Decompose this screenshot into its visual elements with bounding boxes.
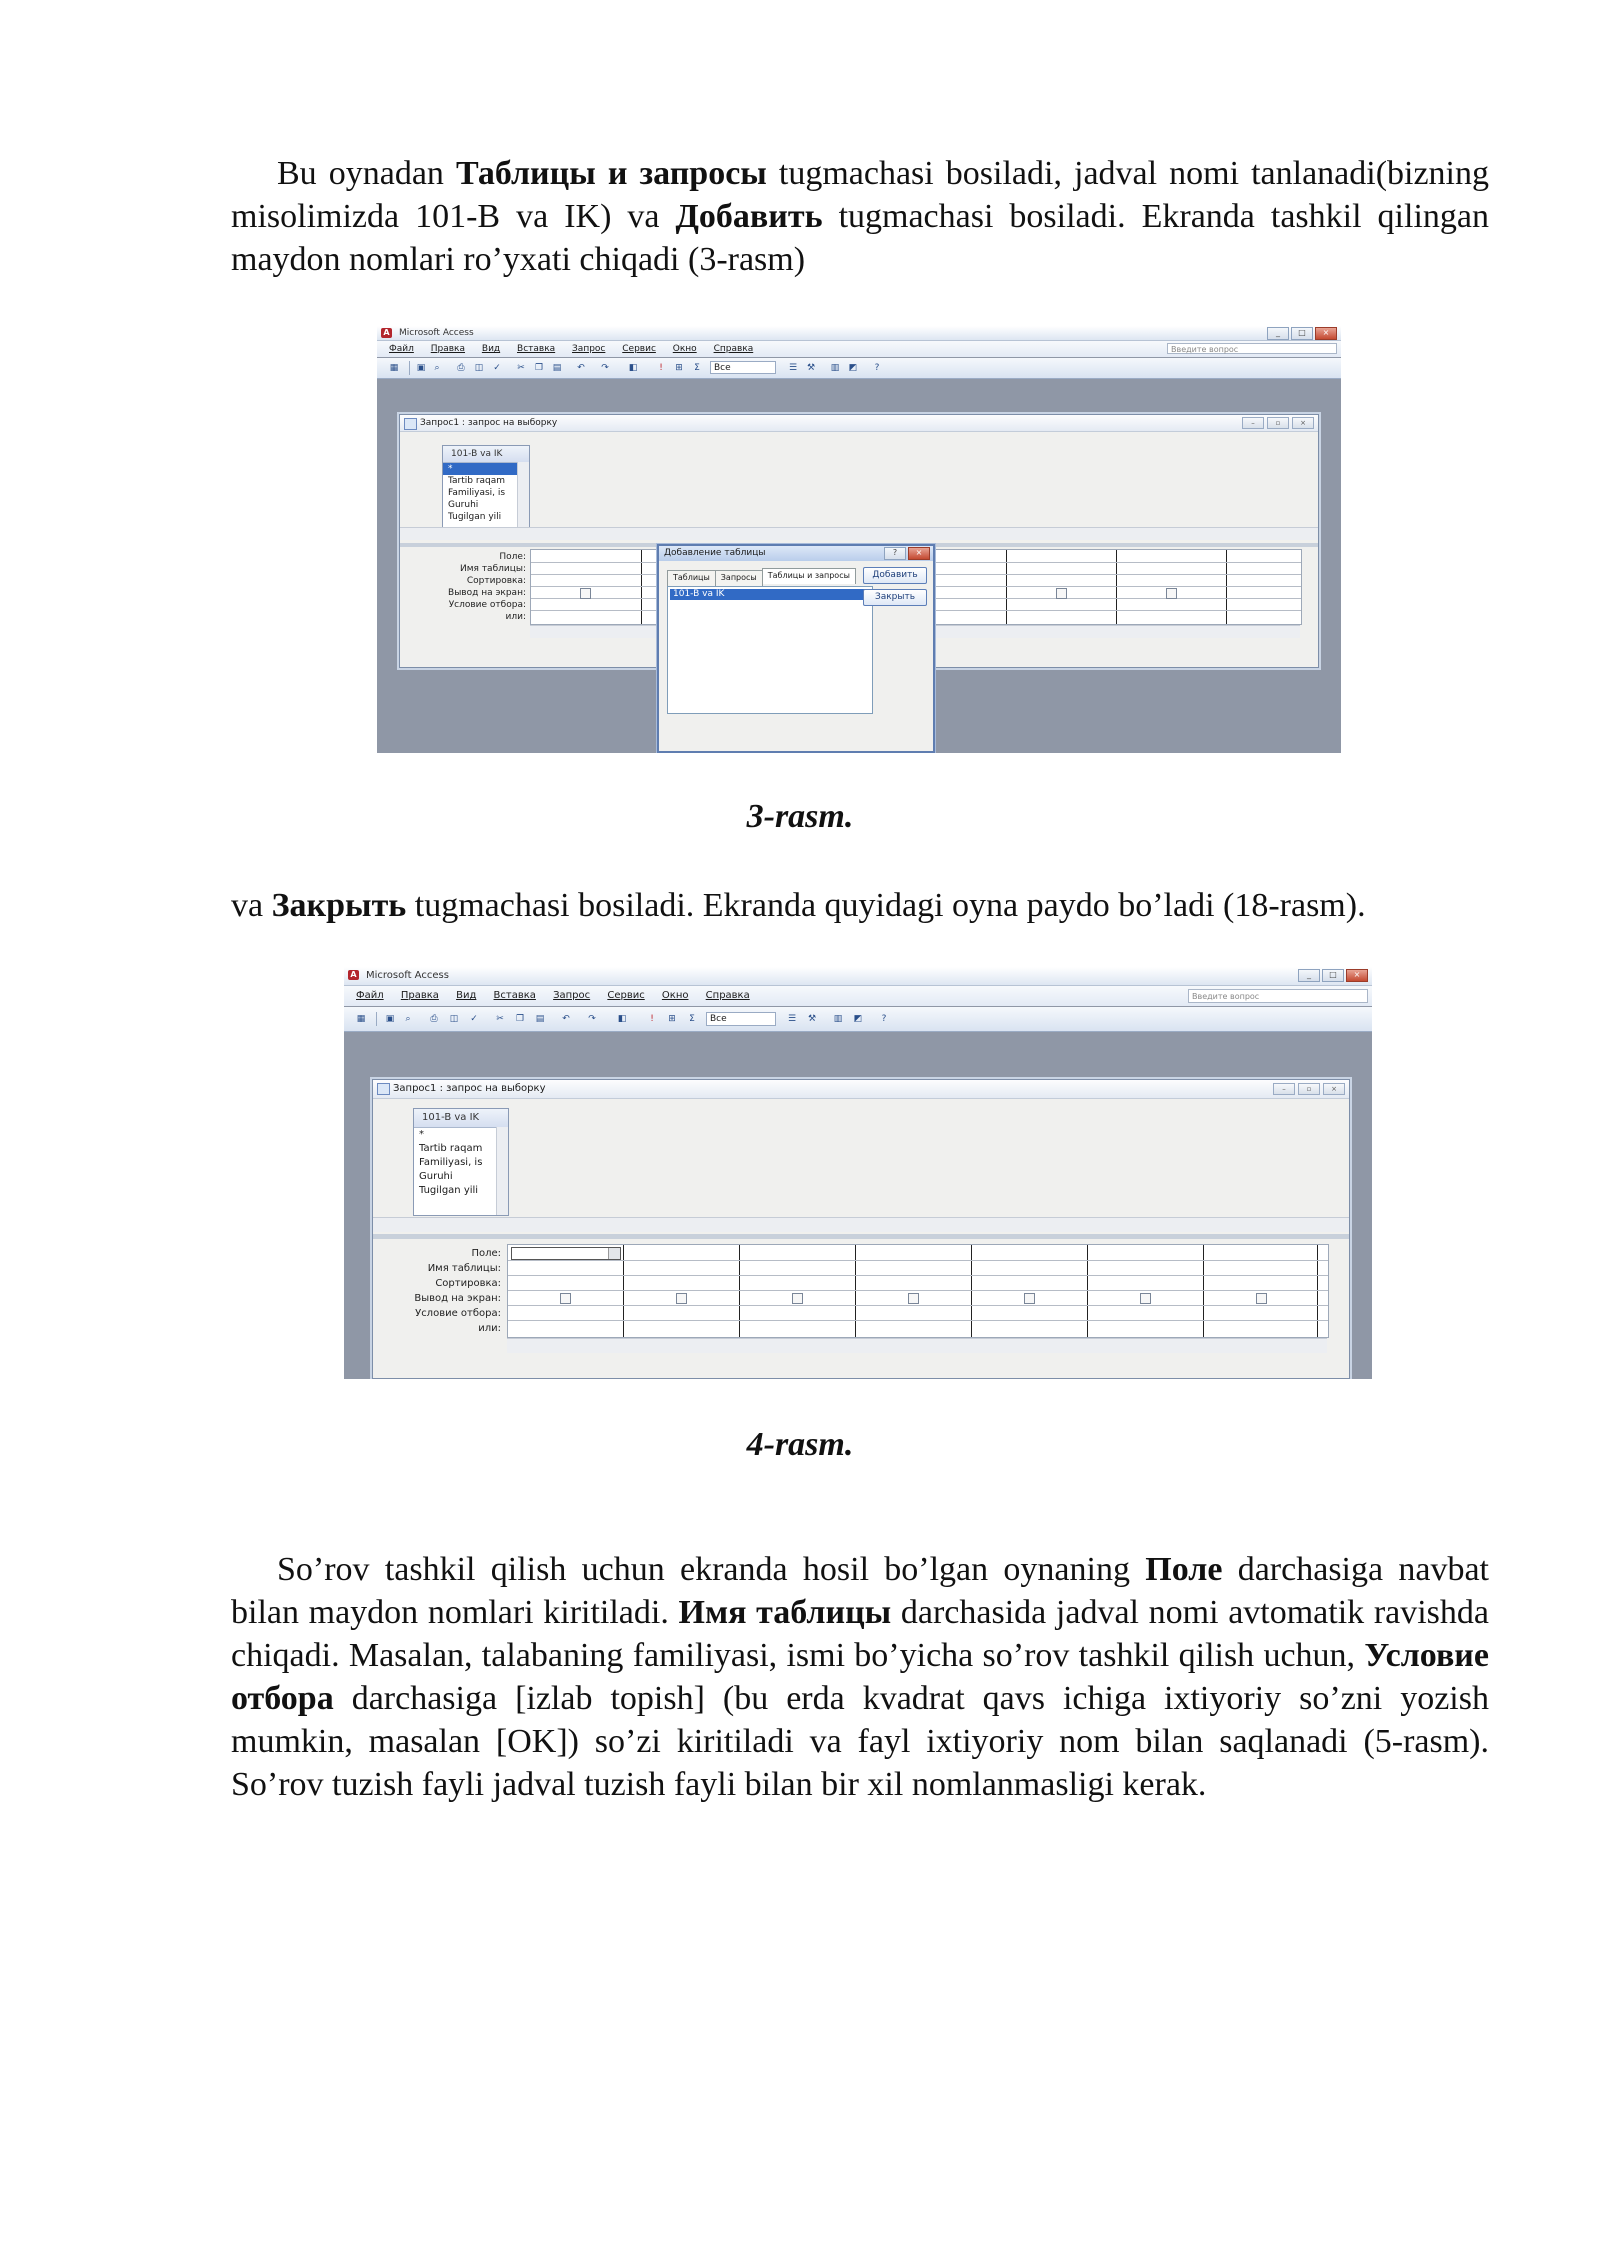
copy-icon[interactable]: ❐ [515,1014,525,1024]
field-item[interactable]: * [419,1129,424,1140]
table-field-list[interactable] [413,1108,509,1216]
access-app-icon: A [381,328,392,338]
field-item[interactable]: Familiyasi, is [419,1157,483,1168]
print-icon[interactable]: ⎙ [457,363,465,373]
show-checkbox[interactable] [1024,1293,1035,1304]
row-label-sort: Сортировка: [466,576,526,586]
sql-view-icon[interactable]: ▦ [389,363,399,373]
spell-check-icon[interactable]: ✓ [493,363,501,373]
show-checkbox[interactable] [580,588,591,599]
restore-icon[interactable]: ▫ [1298,1083,1320,1095]
preview-icon[interactable]: ◫ [474,363,484,373]
menu-view[interactable]: Вид [456,990,477,1001]
top-values-combo[interactable]: Все [706,1012,776,1026]
menu-query[interactable]: Запрос [572,344,606,354]
minimize-icon[interactable]: – [1273,1083,1295,1095]
ask-question-input[interactable]: Введите вопрос [1188,989,1368,1003]
query-title: Запрос1 : запрос на выборку [393,1083,546,1094]
grid-column-divider [855,1245,856,1337]
figure-4-caption: 4-rasm. [746,1426,854,1463]
build-icon[interactable]: ⚒ [806,363,816,373]
show-table-icon[interactable]: ⊞ [675,363,683,373]
redo-icon[interactable]: ↷ [588,1014,596,1024]
upper-pane-scrollbar[interactable] [400,527,1318,540]
field-item[interactable]: Tugilgan yili [419,1185,479,1196]
field-item[interactable]: Tartib raqam [419,1143,483,1154]
spell-check-icon[interactable]: ✓ [470,1014,478,1024]
text-run: tugmachasi bosiladi, jadval nomi tanlanadi(bizning misolimizda 101-B va IK) va [231,155,1490,235]
undo-icon[interactable]: ↶ [562,1014,570,1024]
pane-splitter[interactable] [373,1234,1349,1239]
maximize-icon[interactable]: □ [1322,969,1344,982]
grid-row-line [508,1275,1328,1276]
row-label-sort: Сортировка: [435,1278,501,1289]
restore-icon[interactable]: ▫ [1267,417,1289,429]
row-label-criteria: Условие отбора: [415,1308,501,1319]
table-field-list[interactable] [442,445,530,529]
grid-scrollbar[interactable] [507,1338,1327,1353]
figure-3-caption: 3-rasm. [746,798,854,835]
query-icon [377,1083,390,1095]
app-titlebar [344,967,1372,986]
row-label-or: или: [505,612,526,622]
field-item[interactable]: Tartib raqam [448,476,506,486]
grid-column-divider [971,1245,972,1337]
query-titlebar [400,415,1318,432]
design-row-labels [377,1246,501,1336]
query-icon [404,418,417,430]
grid-row-line [508,1290,1328,1291]
field-item[interactable]: Familiyasi, is [448,488,506,498]
bold-term: Добавить [675,198,823,235]
totals-icon[interactable]: Σ [689,1014,695,1024]
menu-bar [377,341,1341,357]
paragraph-intro [231,152,1489,281]
new-object-icon[interactable]: ◩ [853,1014,863,1024]
row-label-table: Имя таблицы: [460,564,526,574]
totals-icon[interactable]: Σ [694,363,700,373]
menu-edit[interactable]: Правка [400,990,439,1001]
close-icon[interactable]: × [1346,969,1368,982]
tab-tables-and-queries[interactable]: Таблицы и запросы [762,568,856,584]
query-window-controls [1273,1083,1345,1095]
text-run: So’rov tashkil qilish uchun ekranda hosil bo’lgan oynaning [277,1551,1146,1588]
show-checkbox[interactable] [560,1293,571,1304]
menu-file[interactable]: Файл [356,990,384,1001]
print-icon[interactable]: ⎙ [430,1014,438,1024]
close-icon[interactable]: × [1292,417,1314,429]
query-window [372,1079,1350,1379]
table-field-list-title: 101-B va IK [443,446,529,463]
grid-column-divider [1203,1245,1204,1337]
menu-query[interactable]: Запрос [553,990,591,1001]
menu-window[interactable]: Окно [661,990,689,1001]
row-label-field: Поле: [499,552,526,562]
show-checkbox[interactable] [676,1293,687,1304]
grid-row-line [508,1305,1328,1306]
minimize-icon[interactable]: _ [1267,327,1289,340]
bold-term: Поле [1145,1551,1223,1588]
design-grid[interactable] [507,1244,1329,1338]
toolbar [344,1007,1372,1032]
query-window-controls [1242,417,1314,429]
toolbar-separator [376,1012,377,1026]
query-title: Запрос1 : запрос на выборку [420,418,558,428]
dialog-title: Добавление таблицы [659,546,933,561]
close-button[interactable]: Закрыть [863,589,927,606]
show-checkbox[interactable] [908,1293,919,1304]
tab-tables[interactable]: Таблицы [667,570,716,586]
paste-icon[interactable]: ▤ [552,363,562,373]
menu-window[interactable]: Окно [672,344,697,354]
window-controls [1298,969,1368,982]
copy-icon[interactable]: ❐ [534,363,544,373]
figure-4-screenshot [344,967,1372,1379]
dialog-tabs [667,570,855,586]
close-icon[interactable]: × [908,547,930,560]
database-window-icon[interactable]: ▥ [830,363,840,373]
show-table-icon[interactable]: ⊞ [668,1014,676,1024]
field-list-scrollbar[interactable] [517,462,529,528]
menu-help[interactable]: Справка [705,990,750,1001]
close-icon[interactable]: × [1315,327,1337,340]
show-checkbox[interactable] [1166,588,1177,599]
row-label-show: Вывод на экран: [414,1293,501,1304]
show-checkbox[interactable] [792,1293,803,1304]
show-checkbox[interactable] [1256,1293,1267,1304]
show-checkbox[interactable] [1056,588,1067,599]
preview-icon[interactable]: ◫ [449,1014,459,1024]
close-icon[interactable]: × [1323,1083,1345,1095]
properties-icon[interactable]: ☰ [787,1014,797,1024]
menu-insert[interactable]: Вставка [517,344,556,354]
run-icon[interactable]: ! [650,1014,654,1024]
field-item[interactable]: Guruhi [448,500,479,510]
undo-icon[interactable]: ↶ [577,363,585,373]
top-values-combo[interactable]: Все [710,361,776,374]
row-label-table: Имя таблицы: [427,1263,501,1274]
help-icon[interactable]: ? [884,547,906,560]
upper-pane-scrollbar[interactable] [373,1217,1349,1232]
field-dropdown[interactable] [511,1247,621,1260]
build-icon[interactable]: ⚒ [807,1014,817,1024]
query-titlebar [373,1080,1349,1099]
field-item[interactable]: Tugilgan yili [448,512,502,522]
row-label-or: или: [478,1323,501,1334]
grid-row-line [508,1260,1328,1261]
new-object-icon[interactable]: ◩ [848,363,858,373]
save-icon[interactable]: ▣ [416,363,426,373]
text-run: va [231,887,272,924]
database-window-icon[interactable]: ▥ [833,1014,843,1024]
bold-term: Таблицы и запросы [455,155,767,192]
maximize-icon[interactable]: □ [1291,327,1313,340]
grid-row-line [508,1320,1328,1321]
bold-term: Имя таблицы [678,1594,892,1631]
menu-bar [344,986,1372,1006]
field-list-scrollbar[interactable] [496,1127,508,1215]
toolbar [377,358,1341,379]
minimize-icon[interactable]: – [1242,417,1264,429]
add-button[interactable]: Добавить [863,567,927,584]
show-checkbox[interactable] [1140,1293,1151,1304]
row-label-criteria: Условие отбора: [448,600,526,610]
add-table-dialog [657,544,935,753]
table-list-item[interactable]: 101-B va IK [670,589,870,600]
help-icon[interactable]: ? [874,363,880,373]
menu-edit[interactable]: Правка [430,344,466,354]
row-label-show: Вывод на экран: [448,588,526,598]
app-title: Microsoft Access [399,328,474,338]
grid-column-divider [739,1245,740,1337]
bold-term: Закрыть [271,887,407,924]
properties-icon[interactable]: ☰ [788,363,798,373]
menu-tools[interactable]: Сервис [607,990,645,1001]
toolbar-separator [409,361,410,375]
cut-icon[interactable]: ✂ [496,1014,504,1024]
field-item[interactable]: Guruhi [419,1171,453,1182]
table-list[interactable] [667,586,873,714]
menu-insert[interactable]: Вставка [493,990,536,1001]
run-icon[interactable]: ! [659,363,663,373]
text-run: darchasida jadval nomi avtomatik ravishda chiqadi. Masalan, talabaning familiyasi, ismi bo’yicha so’rov tashkil qilish uchun, [231,1594,1489,1674]
cut-icon[interactable]: ✂ [517,363,525,373]
redo-icon[interactable]: ↷ [601,363,609,373]
text-run: tugmachasi bosiladi. Ekranda quyidagi oyna paydo bo’ladi (18-rasm). [406,887,1366,924]
text-run: Bu oynadan [277,155,456,192]
grid-column-divider [1317,1245,1318,1337]
minimize-icon[interactable]: _ [1298,969,1320,982]
paragraph-explanation [231,1548,1489,1806]
query-type-icon[interactable]: ◧ [617,1014,627,1024]
text-run: darchasiga [izlab topish] (bu erda kvadrat qavs ichiga ixtiyoriy so’zni yozish mumkin, masalan [OK]) so’zi kiritiladi va fayl ixtiyoriy nom bilan saqlanadi (5-rasm). So’rov tuzish fayli jadval tuzish fayli bilan bir xil nomlanmasligi kerak. [231,1680,1489,1803]
app-titlebar [377,326,1341,341]
menu-tools[interactable]: Сервис [622,344,656,354]
field-item[interactable]: * [443,463,529,475]
figure-3-screenshot [377,326,1341,753]
save-icon[interactable]: ▣ [385,1014,395,1024]
help-icon[interactable]: ? [881,1014,887,1024]
ask-question-input[interactable]: Введите вопрос [1167,343,1337,354]
search-icon[interactable]: ⌕ [434,363,440,373]
design-view-icon[interactable]: ▦ [356,1014,366,1024]
menu-file[interactable]: Файл [389,344,414,354]
row-label-field: Поле: [471,1248,501,1259]
text-run: tugmachasi bosiladi. Ekranda tashkil qilingan maydon nomlari ro’yxati chiqadi (3-rasm) [231,198,1489,278]
text-run: darchasiga navbat bilan maydon nomlari kiritiladi. [231,1551,1489,1631]
design-row-labels [406,551,526,623]
query-type-icon[interactable]: ◧ [628,363,638,373]
menu-view[interactable]: Вид [481,344,501,354]
search-icon[interactable]: ⌕ [405,1014,411,1024]
paragraph-close [231,884,1489,927]
access-app-icon: A [348,970,359,980]
bold-term: Условие отбора [231,1637,1489,1717]
app-title: Microsoft Access [366,970,449,981]
paste-icon[interactable]: ▤ [535,1014,545,1024]
grid-column-divider [623,1245,624,1337]
window-controls [1267,327,1337,340]
menu-help[interactable]: Справка [713,344,754,354]
dialog-controls [884,547,930,560]
table-field-list-title: 101-B va IK [414,1109,508,1128]
grid-column-divider [1087,1245,1088,1337]
tab-queries[interactable]: Запросы [715,570,763,586]
